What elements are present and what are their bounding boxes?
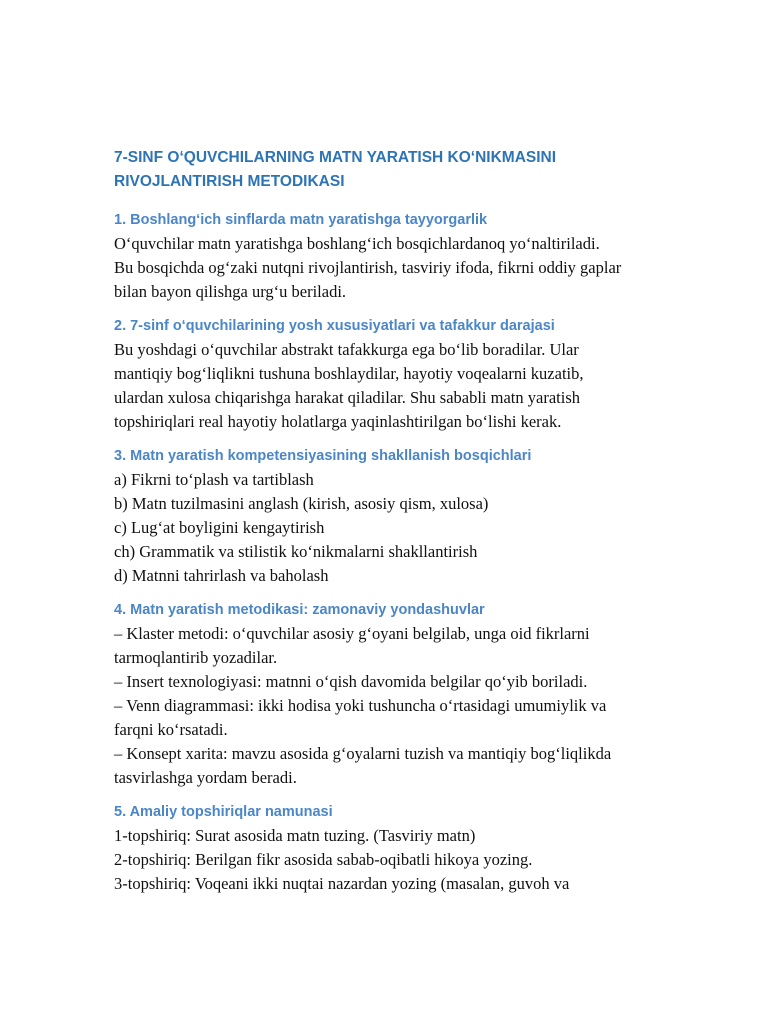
section-4 (114, 599, 674, 790)
section-list (114, 468, 674, 588)
document-title (114, 146, 674, 194)
list-item: – Insert texnologiyasi: matnni o‘qish davomida belgilar qo‘yib boriladi. (114, 672, 588, 691)
title-line-1: 7-SINF O‘QUVCHILARNING MATN YARATISH KO‘NIKMASINI (114, 149, 557, 166)
paragraph-line: O‘quvchilar matn yaratishga boshlang‘ich bosqichlardanoq yo‘naltiriladi. (114, 234, 600, 253)
list-item: ch) Grammatik va stilistik ko‘nikmalarni shakllantirish (114, 542, 478, 561)
section-heading: 2. 7-sinf o‘quvchilarining yosh xususiyatlari va tafakkur darajasi (114, 318, 555, 334)
section-2 (114, 315, 674, 434)
list-item: – Venn diagrammasi: ikki hodisa yoki tushuncha o‘rtasidagi umumiylik va (114, 696, 607, 715)
section-paragraph (114, 232, 674, 304)
list-item: b) Matn tuzilmasini anglash (kirish, asosiy qism, xulosa) (114, 494, 489, 513)
section-heading: 3. Matn yaratish kompetensiyasining shakllanish bosqichlari (114, 448, 532, 464)
section-heading: 4. Matn yaratish metodikasi: zamonaviy yondashuvlar (114, 602, 485, 618)
paragraph-line: mantiqiy bog‘liqlikni tushuna boshlaydilar, hayotiy voqealarni kuzatib, (114, 364, 584, 383)
list-item: – Konsept xarita: mavzu asosida g‘oyalarni tuzish va mantiqiy bog‘liqlikda (114, 744, 612, 763)
list-item: farqni ko‘rsatadi. (114, 720, 228, 739)
paragraph-line: Bu yoshdagi o‘quvchilar abstrakt tafakkurga ega bo‘lib boradilar. Ular (114, 340, 579, 359)
list-item: d) Matnni tahrirlash va baholash (114, 566, 329, 585)
list-item: a) Fikrni to‘plash va tartiblash (114, 470, 314, 489)
list-item: c) Lug‘at boyligini kengaytirish (114, 518, 325, 537)
document-page (114, 146, 674, 907)
section-heading: 5. Amaliy topshiriqlar namunasi (114, 804, 333, 820)
list-item: 1-topshiriq: Surat asosida matn tuzing. (Tasviriy matn) (114, 826, 476, 845)
paragraph-line: bilan bayon qilishga urg‘u beriladi. (114, 282, 347, 301)
list-item: – Klaster metodi: o‘quvchilar asosiy g‘oyani belgilab, unga oid fikrlarni (114, 624, 590, 643)
list-item: tasvirlashga yordam beradi. (114, 768, 297, 787)
section-heading: 1. Boshlang‘ich sinflarda matn yaratishga tayyorgarlik (114, 212, 488, 228)
section-5 (114, 801, 674, 896)
paragraph-line: Bu bosqichda og‘zaki nutqni rivojlantirish, tasviriy ifoda, fikrni oddiy gaplar (114, 258, 622, 277)
title-line-2: RIVOJLANTIRISH METODIKASI (114, 173, 345, 190)
section-3 (114, 445, 674, 588)
list-item: tarmoqlantirib yozadilar. (114, 648, 278, 667)
section-paragraph (114, 338, 674, 434)
section-list (114, 622, 674, 790)
list-item: 2-topshiriq: Berilgan fikr asosida sabab-oqibatli hikoya yozing. (114, 850, 533, 869)
list-item: 3-topshiriq: Voqeani ikki nuqtai nazardan yozing (masalan, guvoh va (114, 874, 570, 893)
paragraph-line: ulardan xulosa chiqarishga harakat qiladilar. Shu sababli matn yaratish (114, 388, 580, 407)
section-1 (114, 209, 674, 304)
paragraph-line: topshiriqlari real hayotiy holatlarga yaqinlashtirilgan bo‘lishi kerak. (114, 412, 562, 431)
section-list (114, 824, 674, 896)
